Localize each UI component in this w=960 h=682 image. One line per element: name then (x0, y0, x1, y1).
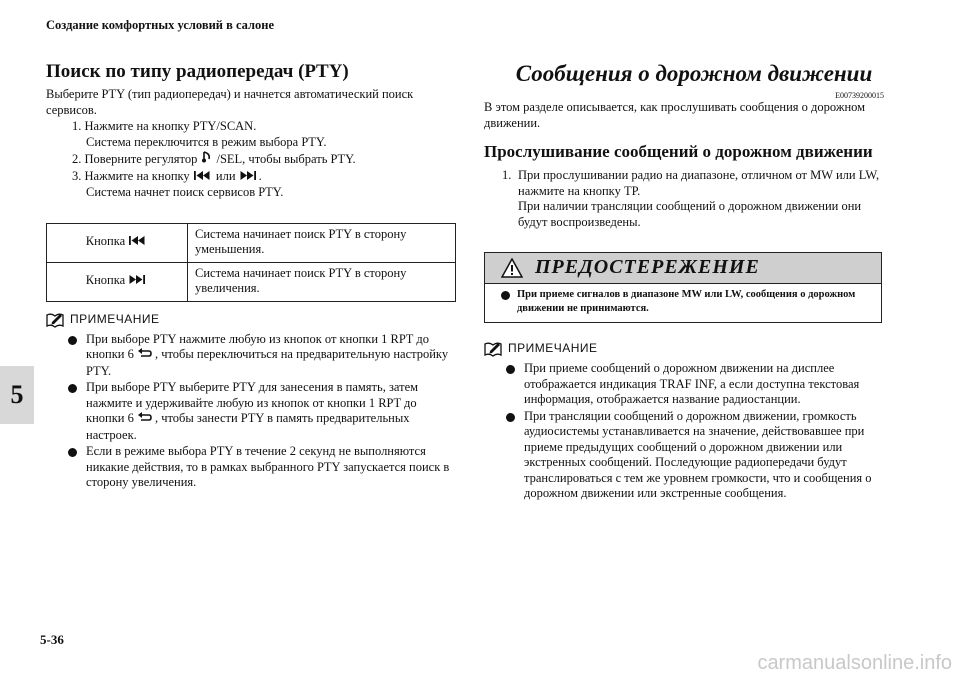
pty-step-1: 1. Нажмите на кнопку PTY/SCAN. Система переключится в режим выбора PTY. (68, 119, 456, 150)
note-header: ПРИМЕЧАНИЕ (484, 341, 884, 357)
warning-title: ПРЕДОСТЕРЕЖЕНИЕ (535, 256, 760, 279)
note-pen-icon (46, 312, 64, 328)
pty-heading: Поиск по типу радиопередач (PTY) (46, 61, 349, 82)
pty-notes (46, 332, 456, 491)
note-header: ПРИМЕЧАНИЕ (46, 312, 456, 328)
table-row (47, 223, 456, 262)
list-item: При выборе PTY нажмите любую из кнопок от кнопки 1 RPT до кнопки 6 , чтобы переключиться на предварительную настройку PTY. (68, 332, 456, 380)
pty-step-2: 2. Поверните регулятор /SEL, чтобы выбрать PTY. (68, 150, 456, 169)
traffic-subheading: Прослушивание сообщений о дорожном движении (484, 142, 873, 161)
right-column (484, 60, 884, 503)
pty-steps (46, 119, 456, 201)
pty-button-table (46, 223, 456, 302)
table-value-cell: Система начинает поиск PTY в сторону увеличения. (188, 262, 456, 301)
table-key-cell: Кнопка (47, 262, 188, 301)
warning-header (485, 253, 881, 284)
chapter-number: 5 (10, 380, 24, 409)
warning-triangle-icon (501, 258, 523, 278)
warning-body (485, 284, 881, 322)
next-track-icon (240, 170, 256, 186)
list-item: При трансляции сообщений о дорожном движении, громкость аудиосистемы устанавливается на значение, действовавшее при приеме предыдущих сообщений о дорожном движении или экстренных сообщений. Последующие радиопередачи будут транслироваться с тем же уровнем громкости, что и сообщения о дорожном движении или экстренные сообщения. (506, 409, 884, 502)
warning-box (484, 252, 882, 323)
watermark: carmanualsonline.info (757, 652, 952, 674)
pty-step-1-result: Система переключится в режим выбора PTY. (86, 134, 327, 149)
traffic-step-1: 1. При прослушивании радио на диапазоне, отличном от MW или LW, нажмите на кнопку TP. При наличии трансляции сообщений о дорожном движении они будут воспроизведены. (502, 168, 884, 230)
table-key-cell: Кнопка (47, 223, 188, 262)
chapter-tab (0, 366, 34, 424)
traffic-heading: Сообщения о дорожном движении (515, 61, 873, 86)
traffic-step-1-result: При наличии трансляции сообщений о дорожном движении они будут воспроизведены. (518, 199, 862, 229)
traffic-steps (484, 168, 884, 230)
left-column (46, 60, 456, 492)
return-icon (138, 412, 152, 428)
table-row (47, 262, 456, 301)
list-item: При приеме сообщений о дорожном движении на дисплее отображается индикация TRAF INF, а если доступна текстовая информация, отображается название радиостанции. (506, 361, 884, 408)
prev-track-icon (129, 235, 145, 251)
pty-step-3-result: Система начнет поиск сервисов PTY. (86, 185, 284, 199)
next-track-icon (129, 274, 145, 290)
note-pen-icon (484, 341, 502, 357)
running-header: Создание комфортных условий в салоне (46, 18, 275, 32)
warning-text: При приеме сигналов в диапазоне MW или LW, сообщения о дорожном движении не принимаются. (501, 288, 873, 316)
list-item: Если в режиме выбора PTY в течение 2 секунд не выполняются никакие действия, то в рамках выбранного PTY запускается поиск в сторону увеличения. (68, 444, 456, 491)
tuning-knob-icon (201, 150, 213, 169)
page-number: 5-36 (40, 632, 64, 647)
prev-track-icon (194, 170, 210, 186)
list-item: При выборе PTY выберите PTY для занесения в память, затем нажмите и удерживайте любую из кнопок от кнопки 1 RPT до кнопки 6 , чтобы занести PTY в память предварительных настроек. (68, 380, 456, 443)
pty-intro: Выберите PTY (тип радиопередач) и начнется автоматический поиск сервисов. (46, 87, 414, 117)
pty-step-3: 3. Нажмите на кнопку или . Система начнет поиск сервисов PTY. (68, 169, 456, 201)
table-value-cell: Система начинает поиск PTY в сторону уменьшения. (188, 223, 456, 262)
document-code: E00739200015 (835, 91, 884, 100)
traffic-intro: В этом разделе описывается, как прослушивать сообщения о дорожном движении. (484, 100, 866, 130)
return-icon (138, 348, 152, 364)
traffic-notes (484, 361, 884, 502)
